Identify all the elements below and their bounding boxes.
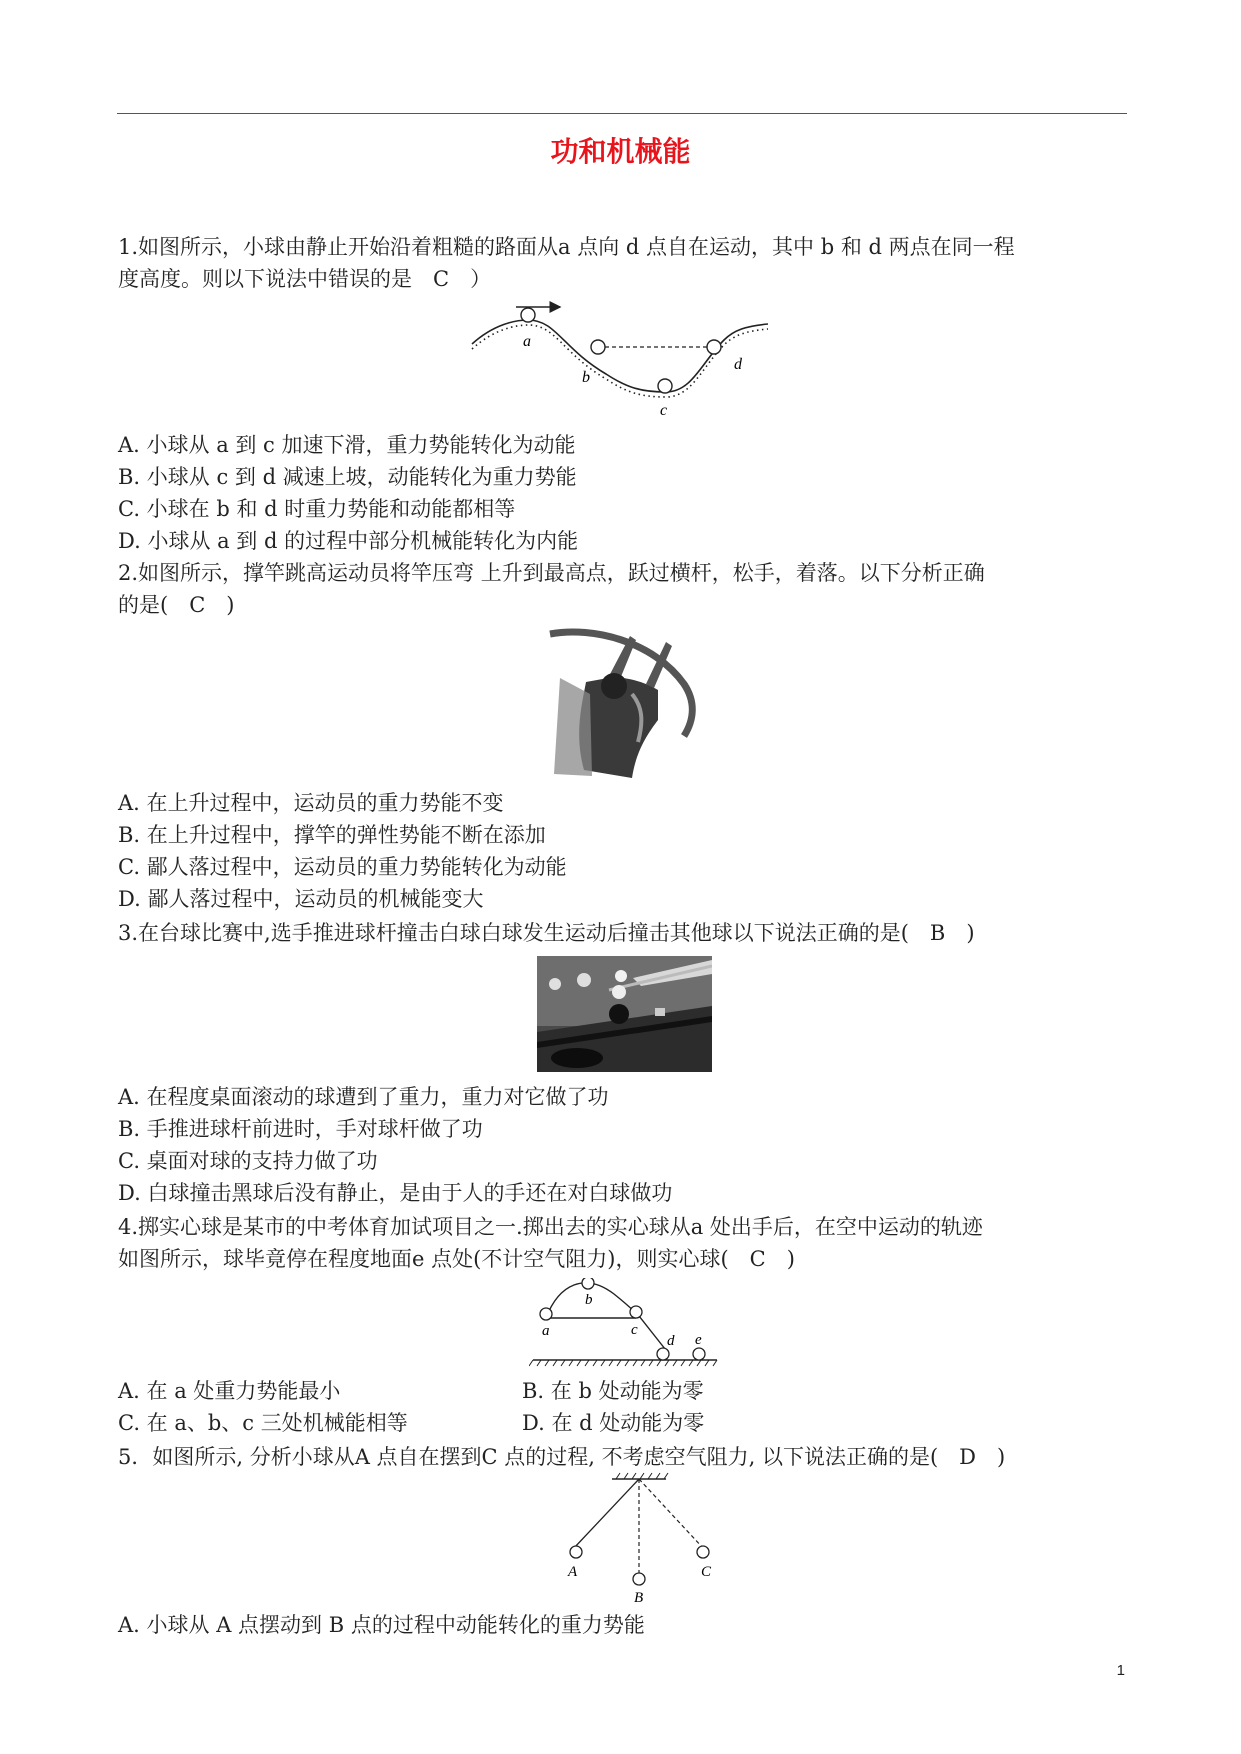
label-b: b <box>585 1292 593 1308</box>
ball-b <box>582 1278 594 1289</box>
chalk <box>655 1008 665 1016</box>
q2-option-a: A. 在上升过程中，运动员的重力势能不变 <box>118 791 504 815</box>
label-d: d <box>734 356 742 373</box>
q1-option-d: D. 小球从 a 到 d 的过程中部分机械能转化为内能 <box>118 529 579 553</box>
q4-option-c: C. 在 a、b、c 三处机械能相等 <box>118 1411 408 1435</box>
label-a: a <box>542 1323 550 1339</box>
ball-c <box>697 1546 709 1558</box>
label-a: A <box>568 1564 578 1580</box>
q1-option-c: C. 小球在 b 和 d 时重力势能和动能都相等 <box>118 497 516 521</box>
q3-option-a: A. 在程度桌面滚动的球遭到了重力，重力对它做了功 <box>118 1085 609 1109</box>
ball-3 <box>615 970 627 982</box>
header-rule <box>117 113 1127 114</box>
ball-e <box>693 1348 705 1360</box>
label-b: b <box>582 369 590 386</box>
q2-option-b: B. 在上升过程中，撑竿的弹性势能不断在添加 <box>118 823 546 847</box>
black-ball <box>609 1004 629 1024</box>
q3-option-d: D. 白球撞击黑球后没有静止，是由于人的手还在对白球做功 <box>118 1181 673 1205</box>
q2-option-c: C. 鄙人落过程中，运动员的重力势能转化为动能 <box>118 855 567 879</box>
label-c: c <box>631 1322 638 1338</box>
ceiling-hatch <box>616 1473 668 1479</box>
page-title: 功和机械能 <box>550 135 691 168</box>
q3-option-b: B. 手推进球杆前进时，手对球杆做了功 <box>118 1117 483 1141</box>
ball-b <box>591 340 605 354</box>
q1-stem-line2: 度高度。则以下说法中错误的是 C ） <box>118 267 492 291</box>
ball-d <box>657 1348 669 1360</box>
q3-stem-line1: 3.在台球比赛中,选手推进球杆撞击白球白球发生运动后撞击其他球以下说法正确的是( B ) <box>118 921 975 945</box>
ball-a <box>521 308 535 322</box>
q2-stem-line1: 2.如图所示，撑竿跳高运动员将竿压弯 上升到最高点，跃过横杆，松手，着落。以下分析正确 <box>118 561 985 585</box>
pocket <box>551 1048 603 1068</box>
page-number: 1 <box>1116 1662 1125 1679</box>
q3-option-c: C. 桌面对球的支持力做了功 <box>118 1149 378 1173</box>
rough-surface-hatch <box>472 325 768 397</box>
ball-c <box>658 379 672 393</box>
string-a <box>574 1479 639 1548</box>
q2-stem-line2: 的是( C ) <box>118 593 235 617</box>
string-c <box>639 1479 703 1548</box>
ball-b <box>633 1573 645 1585</box>
q1-option-b: B. 小球从 c 到 d 减速上坡，动能转化为重力势能 <box>118 465 577 489</box>
ball-1 <box>549 978 561 990</box>
label-a: a <box>523 333 531 350</box>
athlete-head <box>601 673 627 699</box>
q4-stem-line2: 如图所示，球毕竟停在程度地面e 点处(不计空气阻力)，则实心球( C ) <box>118 1247 795 1271</box>
ground-hatch <box>529 1360 717 1366</box>
ball-c <box>630 1306 642 1318</box>
label-e: e <box>695 1332 702 1348</box>
ball-a <box>570 1546 582 1558</box>
q1-slope-figure <box>466 298 782 420</box>
q4-stem-line1: 4.掷实心球是某市的中考体育加试项目之一.掷出去的实心球从a 处出手后，在空中运动的轨迹 <box>118 1215 983 1239</box>
q5-pendulum-figure <box>560 1470 736 1612</box>
q4-option-a: A. 在 a 处重力势能最小 <box>118 1379 341 1403</box>
q5-option-a: A. 小球从 A 点摆动到 B 点的过程中动能转化的重力势能 <box>118 1613 645 1637</box>
ball-a <box>540 1308 552 1320</box>
ball-d <box>707 340 721 354</box>
road-surface <box>472 320 768 392</box>
white-ball <box>612 985 626 999</box>
q4-option-b: B. 在 b 处动能为零 <box>522 1379 704 1403</box>
q1-stem-line1: 1.如图所示，小球由静止开始沿着粗糙的路面从a 点向 d 点自在运动，其中 b 和 d 两点在同一程 <box>118 235 1015 259</box>
label-d: d <box>667 1333 675 1349</box>
q2-pole-vault-photo <box>534 624 710 780</box>
q3-billiards-photo <box>537 956 712 1072</box>
label-c: c <box>660 402 668 419</box>
label-c: C <box>701 1564 712 1580</box>
q5-stem-line1: 5．如图所示, 分析小球从A 点自在摆到C 点的过程, 不考虑空气阻力, 以下说法正确的是( D ) <box>118 1445 1006 1469</box>
label-b: B <box>634 1590 644 1606</box>
q4-trajectory-figure <box>529 1278 721 1370</box>
q4-option-d: D. 在 d 处动能为零 <box>522 1411 705 1435</box>
ball-2 <box>577 973 591 987</box>
q2-option-d: D. 鄙人落过程中，运动员的机械能变大 <box>118 887 484 911</box>
q1-option-a: A. 小球从 a 到 c 加速下滑，重力势能转化为动能 <box>118 433 576 457</box>
